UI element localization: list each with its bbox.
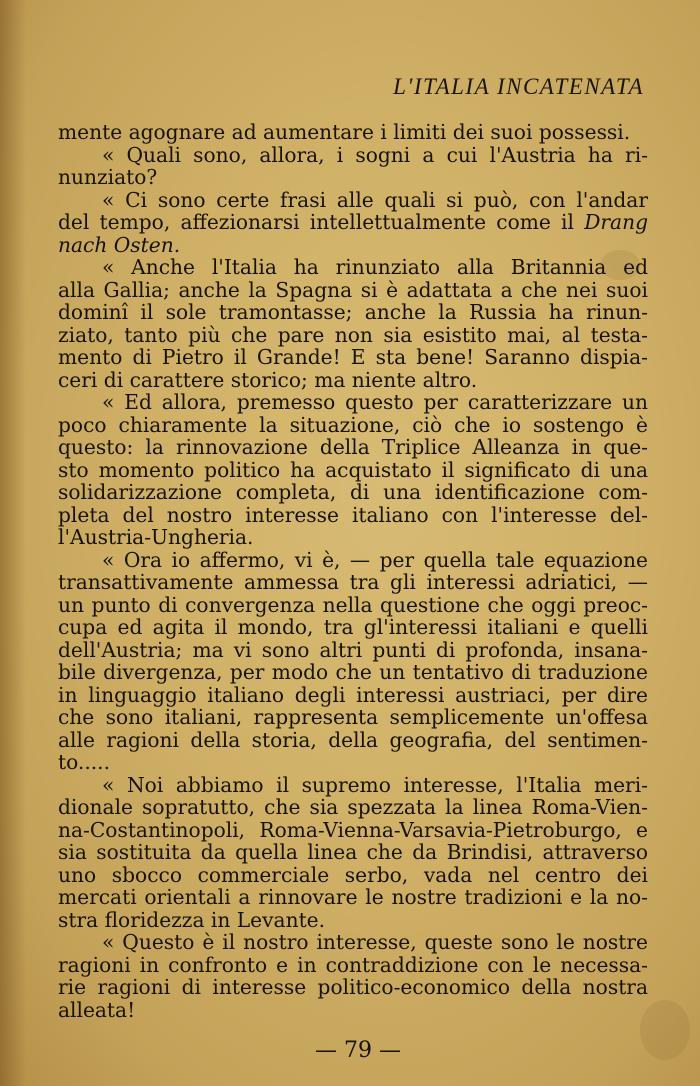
text-line: « Anche l'Italia ha rinunziato alla Britannia ed [102,255,648,279]
text-line: un punto di convergenza nella questione che oggi preoc- [58,592,648,617]
text-line: « Noi abbiamo il supremo interesse, l'Italia meri- [102,772,648,797]
page-number-text: — 79 — [315,1038,401,1063]
text-line: dionale sopratutto, che sia spezzata la linea Roma-Vien- [58,795,648,819]
text-line: « Ora io affermo, vi è, — per quella tale equazione [102,547,648,572]
italic-phrase: Drang [584,210,648,234]
text-line: mente agognare ad aumentare i limiti dei suoi possessi. [58,120,631,144]
text-line: rie ragioni di interesse politico-economico della nostra [58,975,648,999]
text-line: ragioni in confronto e in contraddizione con le necessa- [58,952,648,977]
text-line: to..... [58,750,110,774]
text-line: nunziato? [58,165,158,189]
text-line: in linguaggio italiano degli interessi austriaci, per dire [58,682,648,707]
text-line: mento di Pietro il Grande! E sta bene! Saranno dispia- [58,345,648,369]
text-line: pleta del nostro interesse italiano con l'interesse del- [58,502,648,527]
text-line: stra floridezza in Levante. [58,907,326,932]
running-head: L'ITALIA INCATENATA [393,74,644,99]
text-line: sia sostituita da quella linea che da Brindisi, attraverso [58,840,648,864]
text-line: alla Gallia; anche la Spagna si è adattata a che nei suoi [58,277,648,302]
text-line: nach Osten. [58,232,181,257]
text-line: bile divergenza, per modo che un tentativo di traduzione [58,660,648,684]
page-edge-shadow [0,0,26,1086]
text-line: ziato, tanto più che pare non sia esistito mai, al testa- [58,322,648,347]
text-line: del tempo, affezionarsi intellettualmente come il Drang [58,210,648,234]
text-line: ceri di carattere storico; ma niente altro. [58,367,478,392]
text-line: dell'Austria; ma vi sono altri punti di profonda, insana- [58,637,648,662]
text-line: na-Costantinopoli, Roma-Vienna-Varsavia-Pietroburgo, e [58,817,648,842]
text-line: questo: la rinnovazione della Triplice Alleanza in que- [58,435,648,459]
text-line: che sono italiani, rappresenta semplicemente un'offesa [58,705,648,729]
text-line: « Ci sono certe frasi alle quali si può, con l'andar [102,187,648,212]
text-line: alleata! [58,997,136,1022]
text-line: poco chiaramente la situazione, ciò che io sostengo è [58,412,648,437]
text-line: mercati orientali a rinnovare le nostre tradizioni e la no- [58,885,648,909]
text-line: sto momento politico ha acquistato il significato di una [58,457,648,482]
page-number [0,1038,700,1063]
text-line: « Questo è il nostro interesse, queste sono le nostre [102,930,648,954]
text-line: « Ed allora, premesso questo per caratterizzare un [102,390,648,414]
body-text [58,121,648,1021]
text-line: alle ragioni della storia, della geografia, del sentimen- [58,727,648,752]
text-line: cupa ed agita il mondo, tra gl'interessi italiani e quelli [58,615,648,639]
text-line: « Quali sono, allora, i sogni a cui l'Austria ha ri- [102,142,648,167]
text-line: solidarizzazione completa, di una identificazione com- [58,480,648,504]
text-line: dominî il sole tramontasse; anche la Russia ha rinun- [58,300,648,324]
text-line: uno sbocco commerciale serbo, vada nel centro dei [58,862,648,887]
text-line: transattivamente ammessa tra gli interessi adriatici, — [58,570,648,594]
text-line: l'Austria-Ungheria. [58,525,254,549]
